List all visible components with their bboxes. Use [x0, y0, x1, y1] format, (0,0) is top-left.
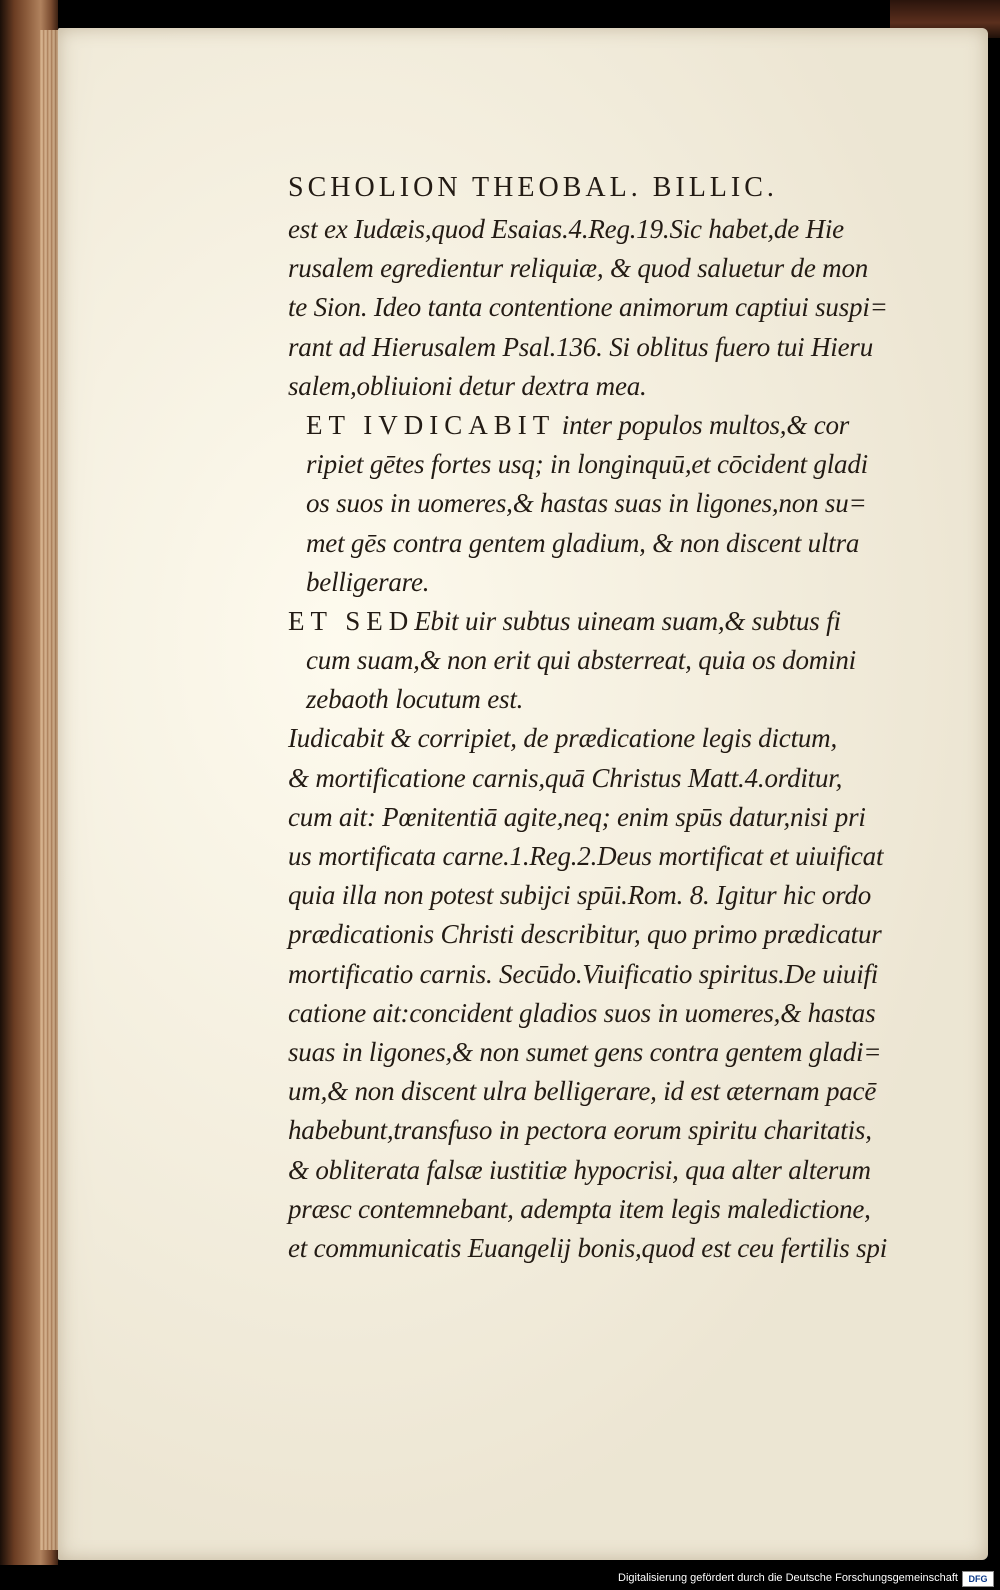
verse-line: ripiet gētes fortes usq; in longinquū,et cōcident gladi — [306, 449, 868, 480]
commentary-line: præsc contemnebant, adempta item legis maledictione, — [288, 1193, 871, 1224]
text-line: salem,obliuioni detur dextra mea. — [288, 370, 647, 401]
verse-line: met gēs contra gentem gladium, & non discent ultra — [306, 527, 860, 558]
text-line: te Sion. Ideo tanta contentione animorum captiui suspi= — [288, 292, 888, 323]
commentary-line: habebunt,transfuso in pectora eorum spiritu charitatis, — [288, 1115, 872, 1146]
text-line: est ex Iudæis,quod Esaias.4.Reg.19.Sic habet,de Hie — [288, 214, 844, 244]
commentary-line: mortificatio carnis. Secūdo.Viuificatio spiritus.De uiuifi — [288, 958, 879, 989]
verse-line — [288, 602, 928, 641]
page-text — [288, 165, 928, 1268]
verse-text: Ebit uir subtus uineam suam,& subtus fi — [414, 605, 841, 636]
text-line: rant ad Hierusalem Psal.136. Si oblitus fuero tui Hieru — [288, 331, 873, 362]
dfg-logo: DFG — [962, 1571, 994, 1587]
commentary-line: catione ait:concident gladios suos in uomeres,& hastas — [288, 997, 876, 1028]
verse-text: inter populos multos,& cor — [555, 409, 850, 440]
commentary-line: & mortificatione carnis,quā Christus Matt.4.orditur, — [288, 762, 843, 793]
verse-line: os suos in uomeres,& hastas suas in ligones,non su= — [306, 488, 867, 519]
commentary-line: Iudicabit & corripiet, de prædicatione legis dictum, — [288, 723, 838, 754]
commentary-line: & obliterata falsæ iustitiæ hypocrisi, qua alter alterum — [288, 1154, 871, 1185]
commentary-line: cum ait: Pœnitentiā agite,neq; enim spūs datur,nisi pri — [288, 801, 866, 832]
verse-line — [288, 406, 928, 445]
commentary-line: quia illa non potest subijci spūi.Rom. 8. Igitur hic ordo — [288, 880, 872, 911]
running-head: SCHOLION THEOBAL. BILLIC. — [288, 172, 778, 203]
commentary-line: et communicatis Euangelij bonis,quod est ceu fertilis spi — [288, 1232, 888, 1263]
verse-line: belligerare. — [306, 566, 430, 597]
commentary-line: suas in ligones,& non sumet gens contra gentem gladi= — [288, 1036, 882, 1067]
commentary-line: us mortificata carne.1.Reg.2.Deus mortificat et uiuificat — [288, 841, 884, 871]
text-line: rusalem egredientur reliquiæ, & quod saluetur de mon — [288, 253, 869, 284]
funding-notice: Digitalisierung gefördert durch die Deutsche Forschungsgemeinschaft — [618, 1572, 958, 1584]
commentary-line: um,& non discent ulra belligerare, id est æternam pacē — [288, 1076, 877, 1107]
footer-bar — [0, 1566, 1000, 1590]
verse-line: zebaoth locutum est. — [306, 684, 524, 715]
verse-lead-2: ET SED — [288, 605, 415, 636]
commentary-line: prædicationis Christi describitur, quo primo prædicatur — [288, 919, 882, 950]
verse-lead-1: ET IVDICABIT — [306, 409, 556, 440]
verse-line: cum suam,& non erit qui absterreat, quia os domini — [306, 645, 856, 676]
